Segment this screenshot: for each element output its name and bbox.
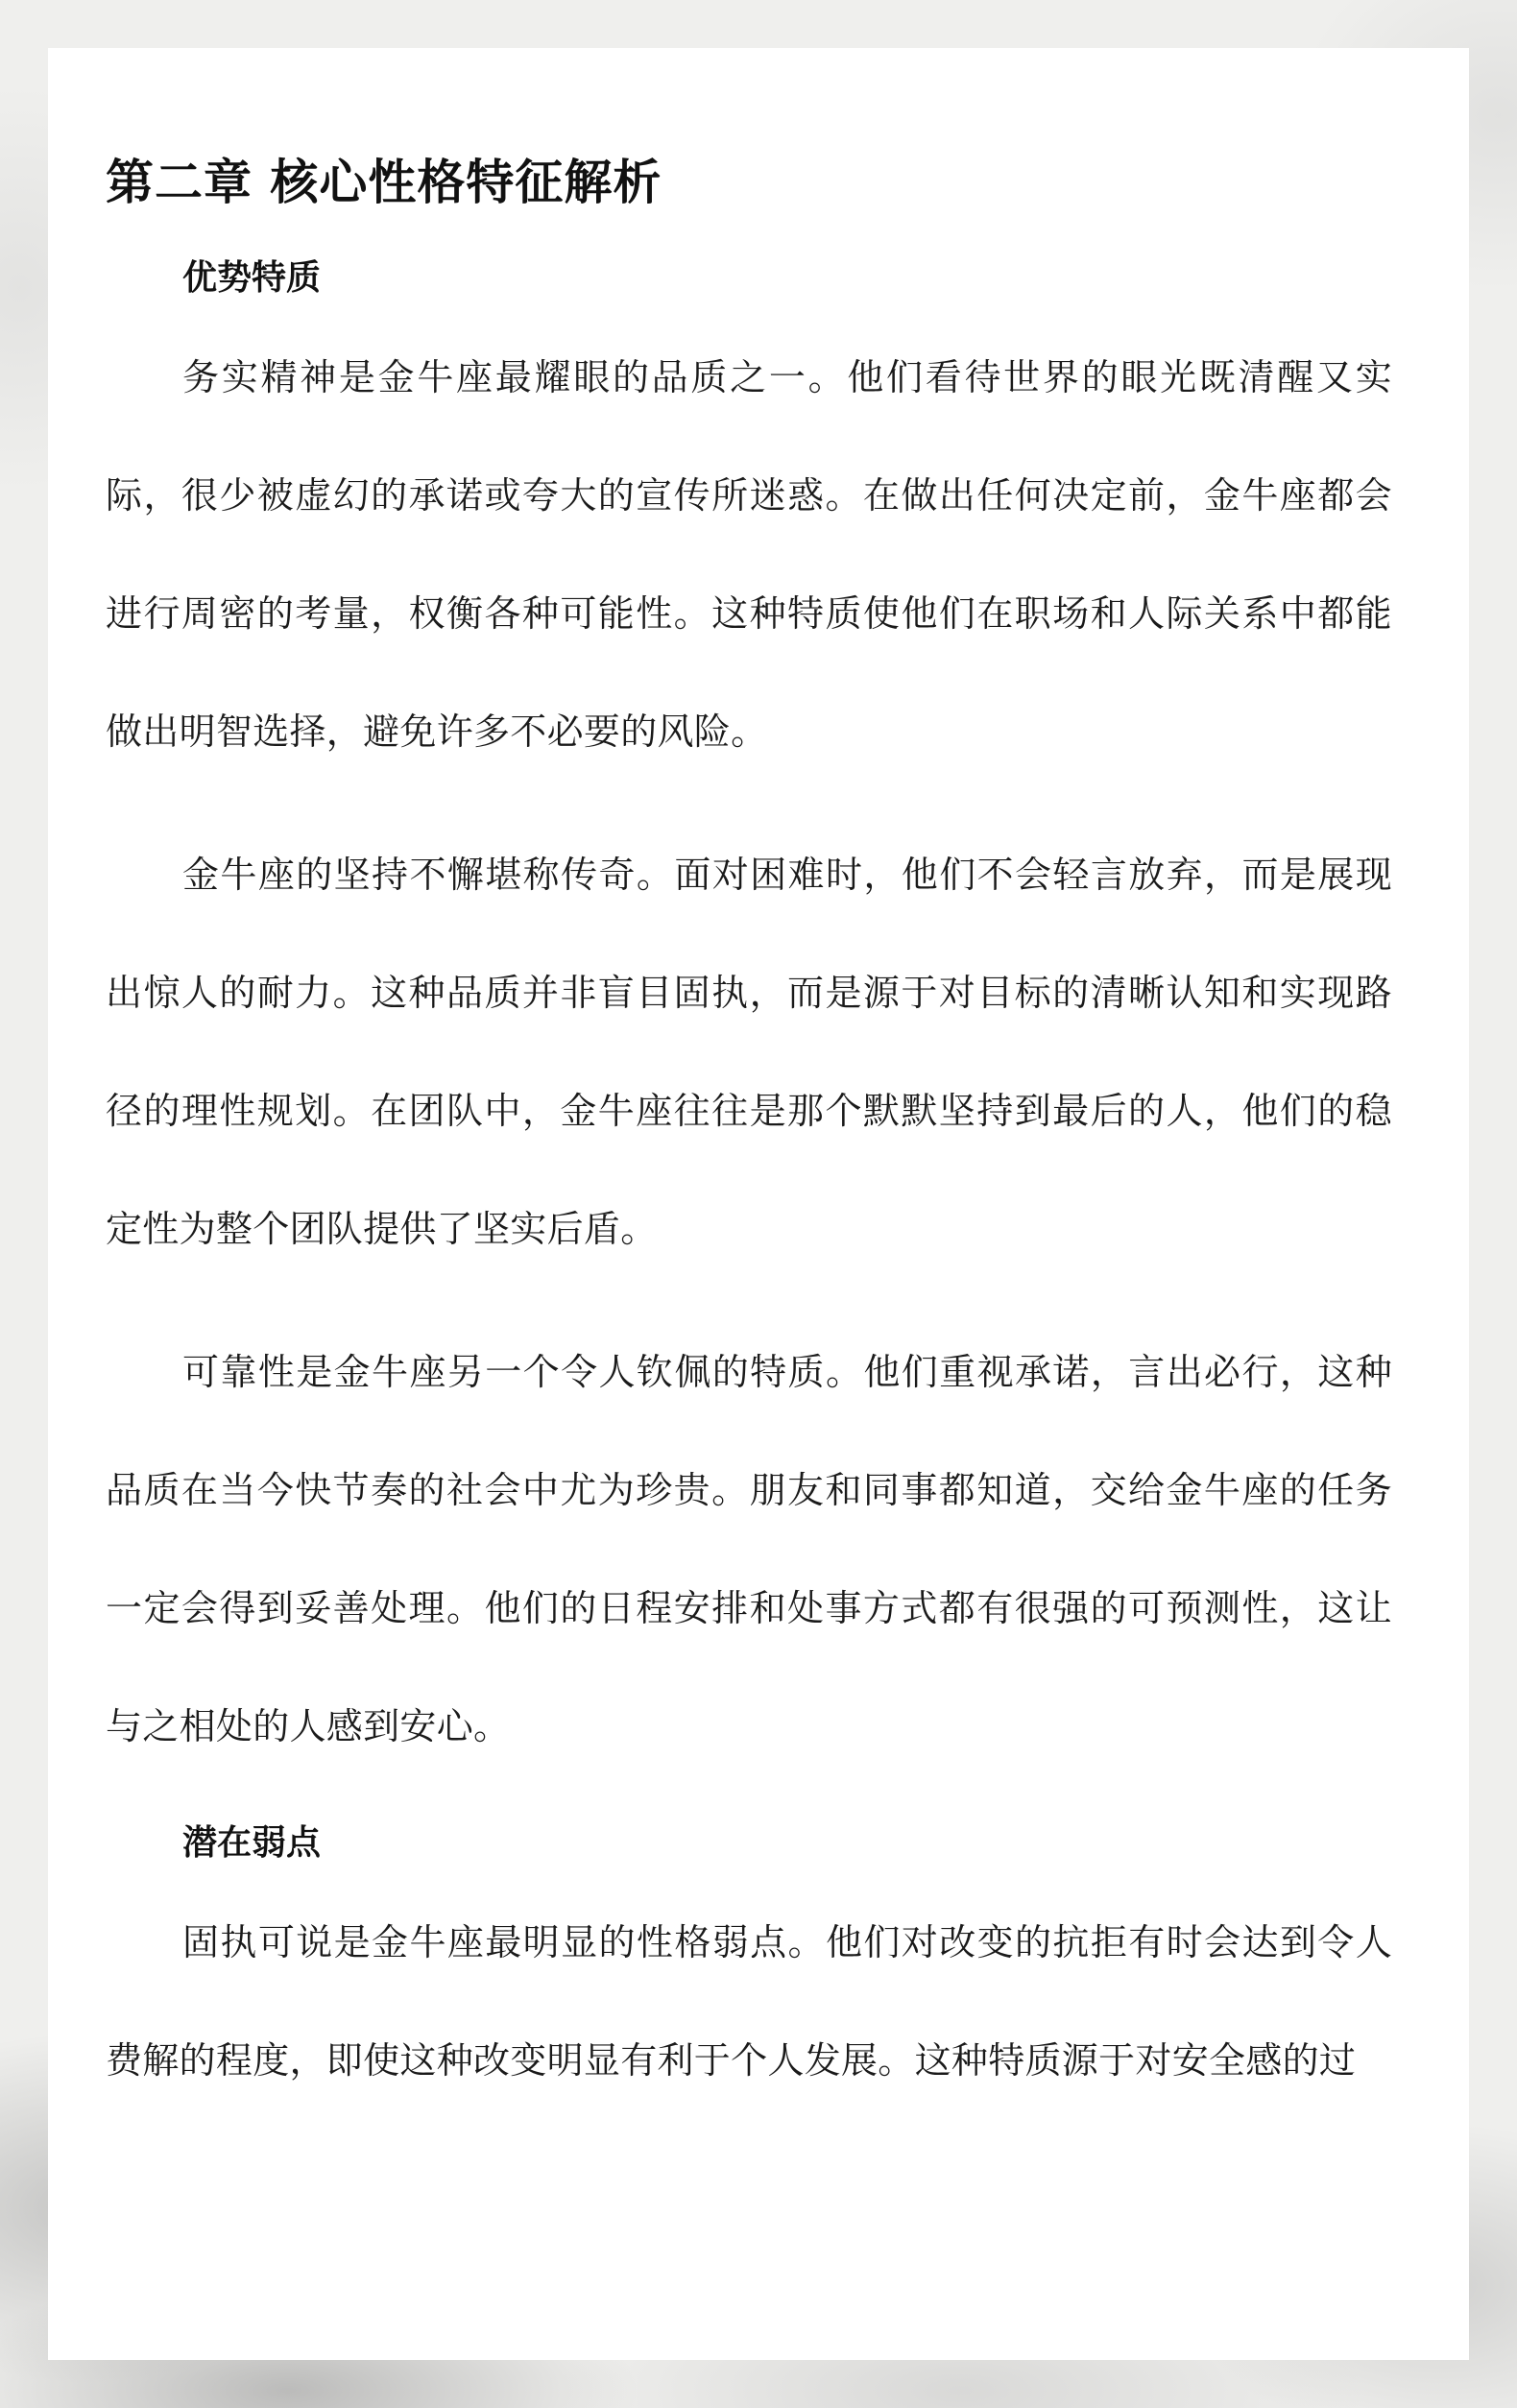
paragraph: 可靠性是金牛座另一个令人钦佩的特质。他们重视承诺，言出必行，这种品质在当今快节奏的社会中尤为珍贵。朋友和同事都知道，交给金牛座的任务一定会得到妥善处理。他们的日程安排和处事方式都有很强的可预测性，这让与之相处的人感到安心。 [106, 1351, 1392, 1747]
section-heading-strengths: 优势特质 [182, 258, 322, 298]
paragraph: 金牛座的坚持不懈堪称传奇。面对困难时，他们不会轻言放弃，而是展现出惊人的耐力。这种品质并非盲目固执，而是源于对目标的清晰认知和实现路径的理性规划。在团队中，金牛座往往是那个默默坚持到最后的人，他们的稳定性为整个团队提供了坚实后盾。 [106, 854, 1392, 1250]
document-page [48, 48, 1469, 2360]
paragraph: 固执可说是金牛座最明显的性格弱点。他们对改变的抗拒有时会达到令人费解的程度，即使这种改变明显有利于个人发展。这种特质源于对安全感的过 [106, 1921, 1392, 2082]
chapter-title: 第二章 核心性格特征解析 [106, 155, 662, 210]
section-heading-weaknesses: 潜在弱点 [182, 1823, 322, 1863]
paragraph: 务实精神是金牛座最耀眼的品质之一。他们看待世界的眼光既清醒又实际，很少被虚幻的承诺或夸大的宣传所迷惑。在做出任何决定前，金牛座都会进行周密的考量，权衡各种可能性。这种特质使他们在职场和人际关系中都能做出明智选择，避免许多不必要的风险。 [106, 356, 1392, 753]
document-content [106, 144, 1392, 2120]
